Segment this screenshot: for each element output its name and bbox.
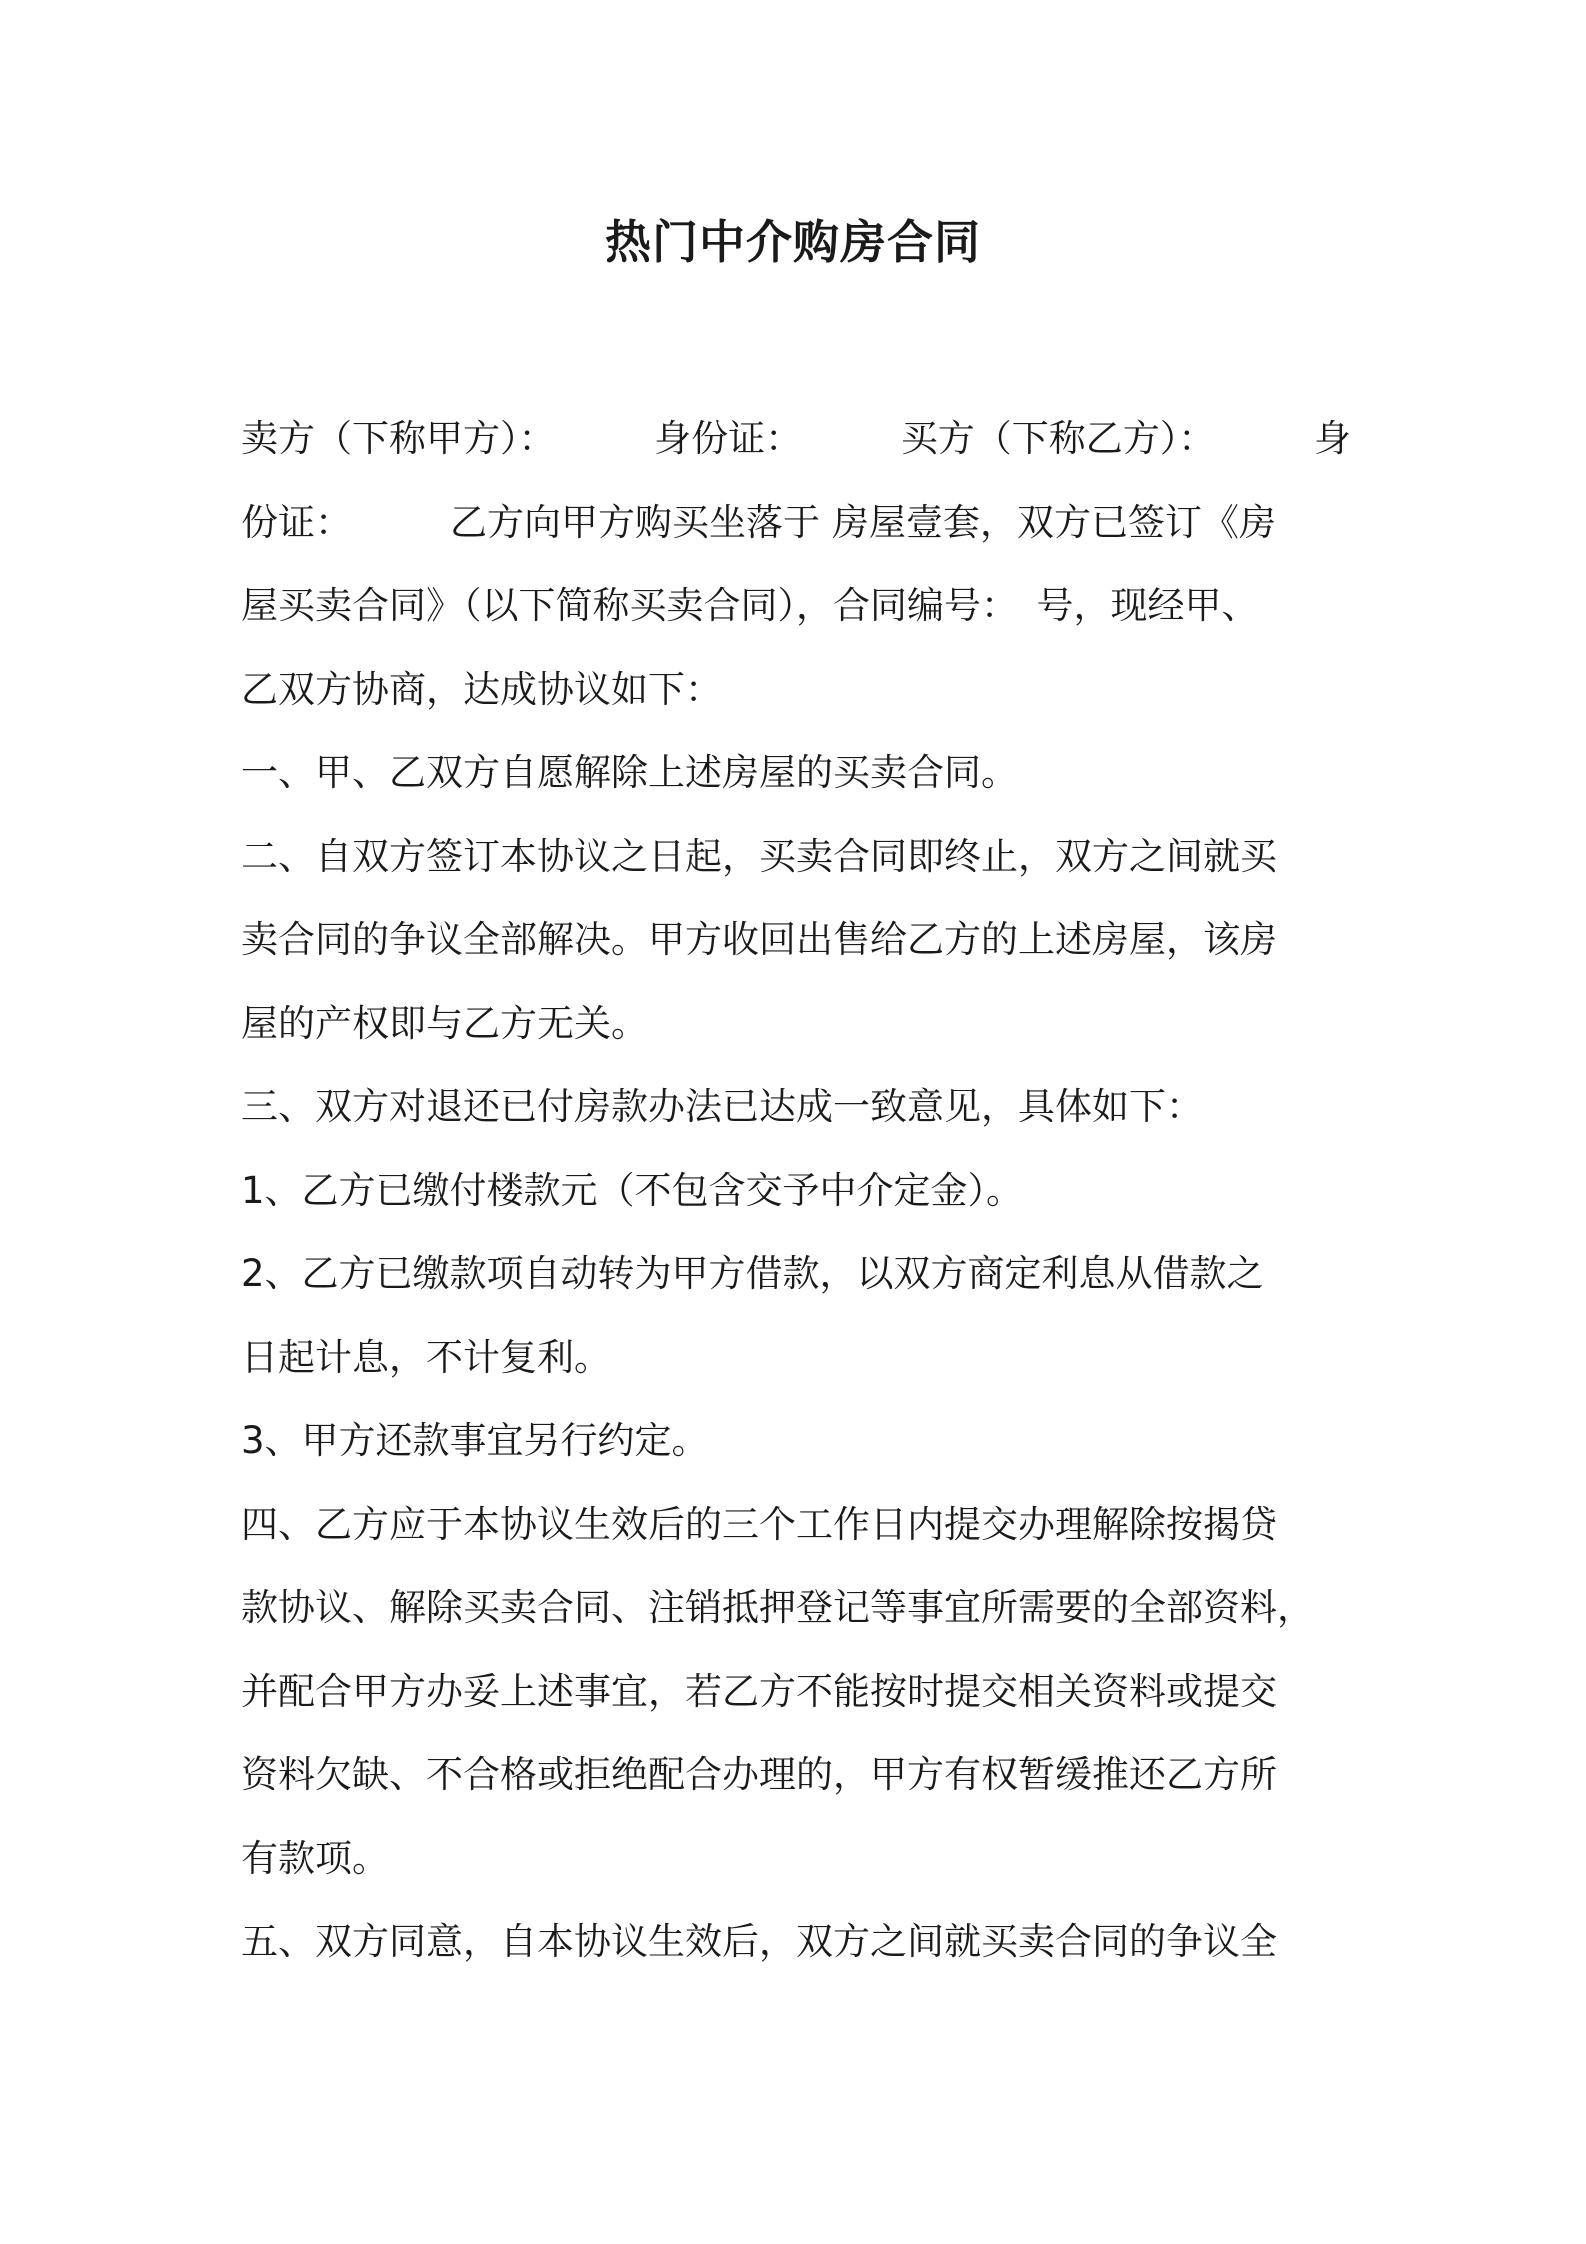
seller-label: 卖方（下称甲方）：: [241, 417, 556, 460]
clause-4-line-3: 并配合甲方办妥上述事宜，若乙方不能按时提交相关资料或提交: [241, 1669, 1277, 1713]
seller-id-label: 身份证：: [654, 417, 803, 460]
text-line-2: 屋买卖合同》（以下简称买卖合同），合同编号： 号，现经甲、: [241, 584, 1259, 627]
clause-4-line-2: 款协议、解除买卖合同、注销抵押登记等事宜所需要的全部资料，: [241, 1586, 1314, 1629]
clause-3-item-2-line-2: 日起计息，不计复利。: [241, 1335, 611, 1379]
clause-3-item-2-line-1: 2、乙方已缴款项自动转为甲方借款，以双方商定利息从借款之: [241, 1252, 1264, 1295]
buyer-label: 买方（下称乙方）：: [900, 417, 1216, 460]
clause-3-item-1: 1、乙方已缴付楼款元（不包含交予中介定金）。: [241, 1168, 1024, 1212]
clause-4-line-4: 资料欠缺、不合格或拒绝配合办理的，甲方有权暂缓推还乙方所: [241, 1753, 1277, 1796]
buyer-id-label-end: 份证：: [241, 500, 352, 544]
text-line-1: [241, 481, 1351, 565]
clause-4-line-1: 四、乙方应于本协议生效后的三个工作日内提交办理解除按揭贷: [241, 1502, 1277, 1546]
clause-2-line-2: 卖合同的争议全部解决。甲方收回出售给乙方的上述房屋，该房: [241, 918, 1277, 961]
clause-3: 三、双方对退还已付房款办法已达成一致意见，具体如下：: [241, 1085, 1203, 1128]
clause-3-item-3: 3、甲方还款事宜另行约定。: [241, 1419, 709, 1462]
clause-4-line-5: 有款项。: [241, 1836, 389, 1880]
purchase-statement: 乙方向甲方购买坐落于: [450, 500, 820, 544]
purchase-statement-cont: 房屋壹套，双方已签订《房: [832, 500, 1276, 544]
document-body: [241, 397, 1351, 1984]
document-title: 热门中介购房合同: [605, 215, 981, 269]
clause-5-line-1: 五、双方同意，自本协议生效后，双方之间就买卖合同的争议全: [241, 1920, 1277, 1963]
text-line-3: 乙双方协商，达成协议如下：: [241, 667, 722, 711]
clause-2-line-3: 屋的产权即与乙方无关。: [241, 1001, 648, 1045]
buyer-id-label-start: 身: [1313, 417, 1351, 460]
clause-2-line-1: 二、自双方签订本协议之日起，买卖合同即终止，双方之间就买: [241, 834, 1277, 878]
clause-1: 一、甲、乙双方自愿解除上述房屋的买卖合同。: [241, 751, 1018, 794]
party-line: [241, 397, 1351, 481]
